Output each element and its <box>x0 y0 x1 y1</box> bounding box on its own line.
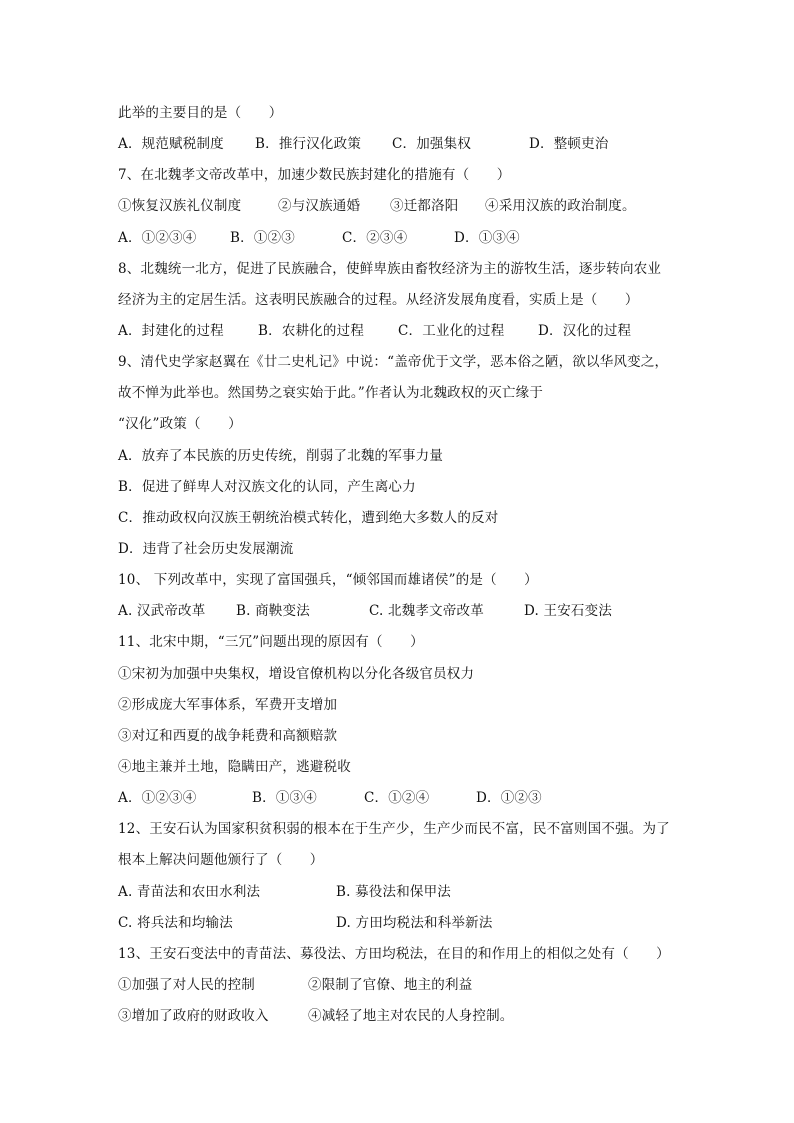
question-11-statement-2: ②形成庞大军事体系，军费开支增加 <box>118 697 338 713</box>
option-d: D. 方田均税法和科举新法 <box>336 915 493 931</box>
question-7-stem: 7、在北魏孝文帝改革中，加速少数民族封建化的措施有（ ） <box>118 167 511 183</box>
question-11-statement-1: ①宋初为加强中央集权，增设官僚机构以分化各级官员权力 <box>118 666 475 682</box>
question-12-stem-line-1: 12、王安石认为国家积贫积弱的根本在于生产少，生产少而民不富，民不富则国不强。为了 <box>118 821 670 837</box>
question-9-option-b: B．促进了鲜卑人对汉族文化的认同，产生离心力 <box>118 479 416 495</box>
question-9-option-a: A．放弃了本民族的历史传统，削弱了北魏的军事力量 <box>118 448 444 464</box>
statement-1: ①加强了对人民的控制 <box>118 977 255 993</box>
option-d: D. 王安石变法 <box>524 603 613 619</box>
question-11-stem: 11、北宋中期，“三冗”问题出现的原因有（ ） <box>118 634 424 650</box>
option-c: C．①②④ <box>364 790 430 806</box>
question-6-stem-tail: 此举的主要目的是（ ） <box>118 105 283 121</box>
question-9-stem-line-2: 故不惮为此举也。然国势之衰实始于此。”作者认为北魏政权的灭亡缘于 <box>118 385 544 401</box>
question-11-options <box>118 789 542 807</box>
question-11-statement-3: ③对辽和西夏的战争耗费和高额赔款 <box>118 728 338 744</box>
question-8-stem-line-2: 经济为主的定居生活。这表明民族融合的过程。从经济发展角度看，实质上是（ ） <box>118 292 639 308</box>
statement-2: ②限制了官僚、地主的利益 <box>308 977 473 993</box>
option-b: B．农耕化的过程 <box>258 323 365 339</box>
question-9-option-d: D．违背了社会历史发展潮流 <box>118 541 294 557</box>
question-13-statements-row-2 <box>118 1007 514 1025</box>
option-d: D．①②③ <box>476 790 542 806</box>
option-a: A. 汉武帝改革 <box>118 603 206 619</box>
option-d: D．①③④ <box>454 230 520 246</box>
question-6-options <box>118 135 609 153</box>
statement-3: ③增加了政府的财政收入 <box>118 1008 269 1024</box>
statement-3: ③迁都洛阳 <box>390 198 459 214</box>
option-a: A．①②③④ <box>118 790 197 806</box>
question-10-stem: 10、 下列改革中，实现了富国强兵，“倾邻国而雄诸侯”的是（ ） <box>118 572 538 588</box>
question-7-options <box>118 229 520 247</box>
statement-4: ④采用汉族的政治制度。 <box>485 198 636 214</box>
option-b: B．推行汉化政策 <box>255 136 362 152</box>
question-8-stem-line-1: 8、北魏统一北方，促进了民族融合，使鲜卑族由畜牧经济为主的游牧生活，逐步转向农业 <box>118 261 662 277</box>
option-a: A．规范赋税制度 <box>118 136 224 152</box>
question-9-stem-line-1: 9、清代史学家赵翼在《廿二史札记》中说：“盖帝优于文学，恶本俗之陋，欲以华风变之， <box>118 354 669 370</box>
option-c: C. 北魏孝文帝改革 <box>369 603 484 619</box>
option-c: C．工业化的过程 <box>398 323 505 339</box>
option-c: C. 将兵法和均输法 <box>118 915 233 931</box>
question-11-statement-4: ④地主兼并土地，隐瞒田产，逃避税收 <box>118 759 351 775</box>
question-12-options-row-2 <box>118 914 493 932</box>
question-8-options <box>118 322 631 340</box>
option-a: A. 青苗法和农田水利法 <box>118 884 261 900</box>
option-b: B. 商鞅变法 <box>236 603 310 619</box>
question-7-statements <box>118 197 636 215</box>
option-b: B．①②③ <box>230 230 295 246</box>
option-c: C．加强集权 <box>392 136 472 152</box>
statement-4: ④减轻了地主对农民的人身控制。 <box>308 1008 514 1024</box>
option-b: B. 募役法和保甲法 <box>336 884 452 900</box>
option-a: A．①②③④ <box>118 230 197 246</box>
option-c: C．②③④ <box>342 230 408 246</box>
question-12-stem-line-2: 根本上解决问题他颁行了（ ） <box>118 852 324 868</box>
option-d: D．整顿吏治 <box>529 136 609 152</box>
statement-2: ②与汉族通婚 <box>278 198 361 214</box>
option-d: D．汉化的过程 <box>538 323 632 339</box>
question-13-stem: 13、王安石变法中的青苗法、募役法、方田均税法，在目的和作用上的相似之处有（ ） <box>118 946 670 962</box>
question-13-statements-row-1 <box>118 976 472 994</box>
question-9-stem-line-3: “汉化”政策（ ） <box>118 416 242 432</box>
statement-1: ①恢复汉族礼仪制度 <box>118 198 242 214</box>
question-10-options <box>118 602 612 620</box>
question-9-option-c: C．推动政权向汉族王朝统治模式转化，遭到绝大多数人的反对 <box>118 510 499 526</box>
option-a: A．封建化的过程 <box>118 323 224 339</box>
option-b: B．①③④ <box>252 790 317 806</box>
question-12-options-row-1 <box>118 883 451 901</box>
